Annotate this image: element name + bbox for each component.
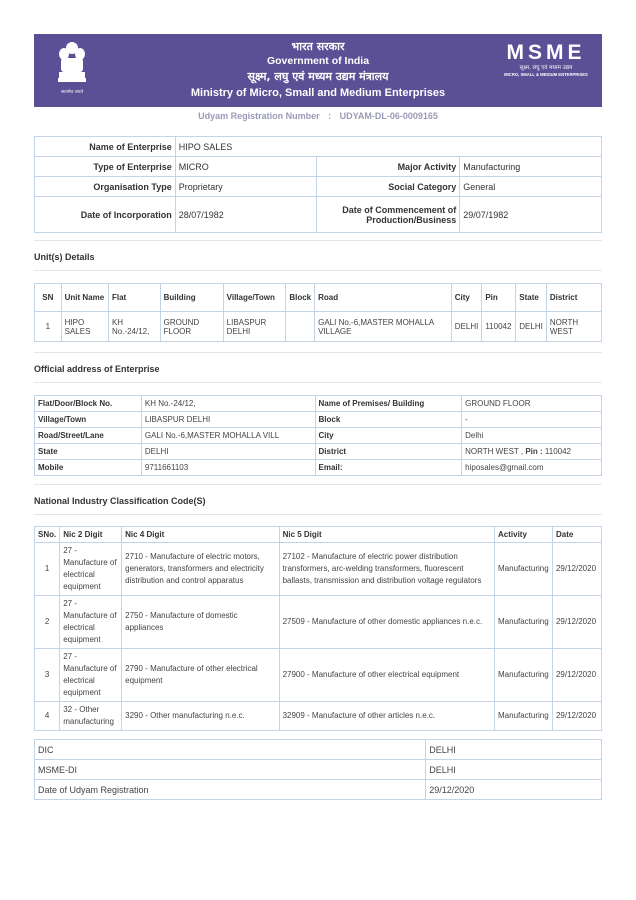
registration-separator: :	[328, 111, 332, 121]
emblem-motto: सत्यमेव जयते	[60, 90, 84, 95]
official-address-table	[34, 395, 602, 476]
enterprise-name-label: Name of Enterprise	[35, 137, 176, 157]
table-row	[35, 312, 602, 342]
nic-5digit: 27509 - Manufacture of other domestic appliances n.e.c.	[279, 596, 494, 649]
district-pin-cell	[462, 444, 602, 460]
units-col-header: SN	[35, 284, 62, 312]
district-value: NORTH WEST ,	[465, 447, 524, 456]
nic-date: 29/12/2020	[552, 649, 601, 702]
nic-activity: Manufacturing	[495, 543, 553, 596]
nic-date: 29/12/2020	[552, 596, 601, 649]
nic-sno: 4	[35, 702, 60, 731]
divider	[34, 484, 602, 485]
block-label: Block	[315, 412, 462, 428]
english-ministry: Ministry of Micro, Small and Medium Enterprises	[190, 87, 446, 99]
nic-activity: Manufacturing	[495, 596, 553, 649]
msme-di-value: DELHI	[426, 760, 602, 780]
pin-value: 110042	[544, 447, 572, 456]
msme-logo-english: MICRO, SMALL & MEDIUM ENTERPRISES	[504, 72, 588, 77]
city-label: City	[315, 428, 462, 444]
nic-5digit: 27900 - Manufacture of other electrical equipment	[279, 649, 494, 702]
dic-label: DIC	[35, 740, 426, 760]
units-header-row	[35, 284, 602, 312]
mobile-label: Mobile	[35, 460, 142, 476]
nic-4digit: 2790 - Manufacture of other electrical equipment	[122, 649, 279, 702]
registration-number-line	[0, 111, 636, 121]
udyam-registration-date-value: 29/12/2020	[426, 780, 602, 800]
major-activity-label: Major Activity	[317, 157, 460, 177]
units-col-header: Block	[286, 284, 315, 312]
nic-2digit: 32 - Other manufacturing	[60, 702, 122, 731]
nic-sno: 3	[35, 649, 60, 702]
nic-col-header: Date	[552, 527, 601, 543]
incorporation-date-label: Date of Incorporation	[35, 197, 176, 233]
village-value: LIBASPUR DELHI	[141, 412, 315, 428]
unit-road: GALI No.-6,MASTER MOHALLA VILLAGE	[315, 312, 452, 342]
banner-title-block	[184, 40, 452, 101]
organisation-type-label: Organisation Type	[35, 177, 176, 197]
nic-4digit: 3290 - Other manufacturing n.e.c.	[122, 702, 279, 731]
unit-block	[286, 312, 315, 342]
enterprise-name-value: HIPO SALES	[175, 137, 601, 157]
units-table	[34, 283, 602, 342]
table-row	[35, 702, 602, 731]
incorporation-date-value: 28/07/1982	[175, 197, 317, 233]
state-label: State	[35, 444, 142, 460]
unit-building: GROUND FLOOR	[160, 312, 223, 342]
road-label: Road/Street/Lane	[35, 428, 142, 444]
pin-label: Pin :	[525, 447, 543, 456]
registration-label: Udyam Registration Number	[198, 111, 320, 121]
nic-section-title: National Industry Classification Code(S)	[34, 496, 206, 506]
unit-village: LIBASPUR DELHI	[223, 312, 286, 342]
premises-label: Name of Premises/ Building	[315, 396, 462, 412]
unit-city: DELHI	[451, 312, 482, 342]
units-col-header: Unit Name	[61, 284, 108, 312]
units-col-header: State	[516, 284, 547, 312]
national-emblem-icon	[54, 40, 90, 98]
commencement-date-value: 29/07/1982	[460, 197, 602, 233]
organisation-type-value: Proprietary	[175, 177, 317, 197]
state-value: DELHI	[141, 444, 315, 460]
english-country: Government of India	[266, 55, 370, 67]
unit-state: DELHI	[516, 312, 547, 342]
udyam-registration-date-label: Date of Udyam Registration	[35, 780, 426, 800]
table-row	[35, 596, 602, 649]
divider	[34, 240, 602, 241]
road-value: GALI No.-6,MASTER MOHALLA VILL	[141, 428, 315, 444]
msme-logo-hindi: सूक्ष्म, लघु एवं मध्यम उद्यम	[519, 65, 573, 71]
header-banner	[34, 34, 602, 107]
units-col-header: Pin	[482, 284, 516, 312]
commencement-date-label: Date of Commencement of Production/Business	[317, 197, 460, 233]
nic-2digit: 27 - Manufacture of electrical equipment	[60, 649, 122, 702]
units-section-title: Unit(s) Details	[34, 252, 95, 262]
email-value: hiposales@gmail.com	[462, 460, 602, 476]
nic-col-header: Nic 4 Digit	[122, 527, 279, 543]
unit-sn: 1	[35, 312, 62, 342]
district-label: District	[315, 444, 462, 460]
units-col-header: Flat	[108, 284, 160, 312]
nic-4digit: 2750 - Manufacture of domestic appliances	[122, 596, 279, 649]
social-category-value: General	[460, 177, 602, 197]
mobile-value: 9711661103	[141, 460, 315, 476]
flat-value: KH No.-24/12,	[141, 396, 315, 412]
nic-col-header: Nic 5 Digit	[279, 527, 494, 543]
village-label: Village/Town	[35, 412, 142, 428]
divider	[34, 514, 602, 515]
nic-activity: Manufacturing	[495, 702, 553, 731]
divider	[34, 352, 602, 353]
nic-col-header: SNo.	[35, 527, 60, 543]
hindi-ministry: सूक्ष्म, लघु एवं मध्यम उद्यम मंत्रालय	[247, 70, 389, 83]
unit-name: HIPO SALES	[61, 312, 108, 342]
unit-flat: KH No.-24/12,	[108, 312, 160, 342]
enterprise-details-table	[34, 136, 602, 233]
table-row	[35, 649, 602, 702]
address-section-title: Official address of Enterprise	[34, 364, 160, 374]
units-col-header: Building	[160, 284, 223, 312]
nic-sno: 1	[35, 543, 60, 596]
nic-codes-table	[34, 526, 602, 731]
city-value: Delhi	[462, 428, 602, 444]
unit-district: NORTH WEST	[546, 312, 601, 342]
msme-di-label: MSME-DI	[35, 760, 426, 780]
dic-value: DELHI	[426, 740, 602, 760]
divider	[34, 382, 602, 383]
nic-header-row	[35, 527, 602, 543]
block-value: -	[462, 412, 602, 428]
nic-col-header: Activity	[495, 527, 553, 543]
nic-date: 29/12/2020	[552, 543, 601, 596]
email-label: Email:	[315, 460, 462, 476]
flat-label: Flat/Door/Block No.	[35, 396, 142, 412]
divider	[34, 270, 602, 271]
nic-sno: 2	[35, 596, 60, 649]
registration-authority-table	[34, 739, 602, 800]
nic-date: 29/12/2020	[552, 702, 601, 731]
nic-2digit: 27 - Manufacture of electrical equipment	[60, 596, 122, 649]
msme-logo	[496, 42, 596, 78]
social-category-label: Social Category	[317, 177, 460, 197]
registration-value: UDYAM-DL-06-0009165	[339, 111, 438, 121]
units-col-header: City	[451, 284, 482, 312]
major-activity-value: Manufacturing	[460, 157, 602, 177]
nic-2digit: 27 - Manufacture of electrical equipment	[60, 543, 122, 596]
nic-5digit: 32909 - Manufacture of other articles n.e.c.	[279, 702, 494, 731]
msme-logo-mark: MSME	[506, 41, 586, 64]
unit-pin: 110042	[482, 312, 516, 342]
nic-col-header: Nic 2 Digit	[60, 527, 122, 543]
units-col-header: District	[546, 284, 601, 312]
hindi-country: भारत सरकार	[291, 40, 345, 53]
table-row	[35, 543, 602, 596]
nic-activity: Manufacturing	[495, 649, 553, 702]
units-col-header: Village/Town	[223, 284, 286, 312]
nic-4digit: 2710 - Manufacture of electric motors, generators, transformers and electricity distribution and control apparatus	[122, 543, 279, 596]
units-col-header: Road	[315, 284, 452, 312]
nic-5digit: 27102 - Manufacture of electric power distribution transformers, arc-welding transformers, fluorescent ballasts, transmission and distribution voltage regulators	[279, 543, 494, 596]
premises-value: GROUND FLOOR	[462, 396, 602, 412]
enterprise-type-label: Type of Enterprise	[35, 157, 176, 177]
enterprise-type-value: MICRO	[175, 157, 317, 177]
